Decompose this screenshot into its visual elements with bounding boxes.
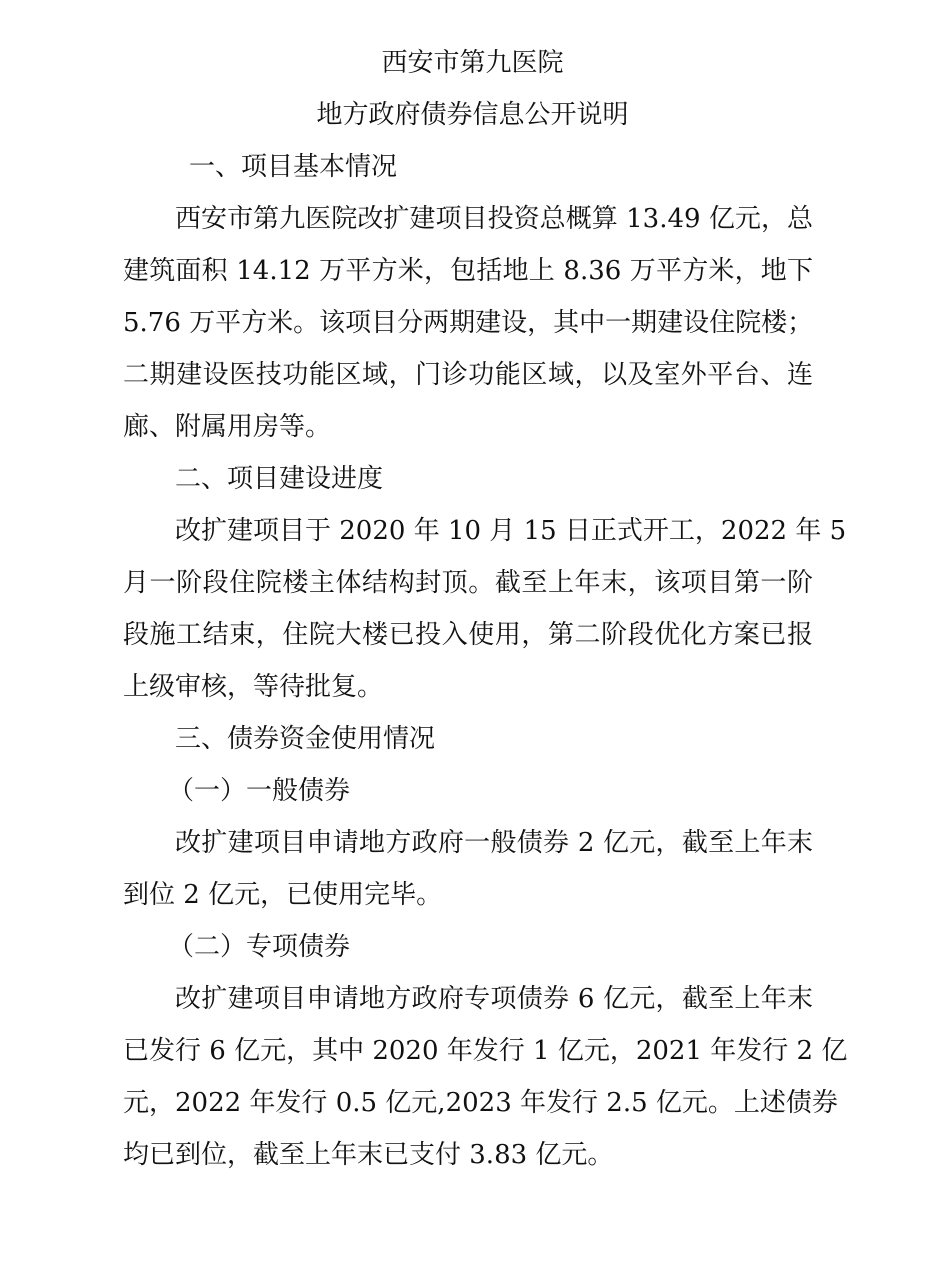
special-bond-line-2: 已发行 6 亿元，其中 2020 年发行 1 亿元，2021 年发行 2 亿 (123, 1036, 848, 1066)
special-bond-heading: （二）专项债券 (168, 932, 351, 962)
section1-line-3: 5.76 万平方米。该项目分两期建设，其中一期建设住院楼； (123, 308, 814, 338)
section2-line-2: 月一阶段住院楼主体结构封顶。截至上年末，该项目第一阶 (123, 568, 813, 598)
section2-line-3: 段施工结束，住院大楼已投入使用，第二阶段优化方案已报 (123, 620, 813, 650)
section1-line-2: 建筑面积 14.12 万平方米，包括地上 8.36 万平方米，地下 (123, 256, 813, 286)
document-title: 西安市第九医院 (381, 48, 564, 78)
general-bond-heading: （一）一般债券 (168, 776, 351, 806)
special-bond-line-3: 元，2022 年发行 0.5 亿元,2023 年发行 2.5 亿元。上述债券 (123, 1088, 838, 1118)
special-bond-line-4: 均已到位，截至上年末已支付 3.83 亿元。 (123, 1140, 614, 1170)
section3-heading: 三、债券资金使用情况 (175, 724, 436, 754)
special-bond-line-1: 改扩建项目申请地方政府专项债券 6 亿元，截至上年末 (175, 984, 813, 1014)
document-subtitle: 地方政府债券信息公开说明 (316, 100, 629, 130)
general-bond-line-1: 改扩建项目申请地方政府一般债券 2 亿元，截至上年末 (175, 828, 813, 858)
section2-line-4: 上级审核，等待批复。 (123, 672, 384, 702)
section1-line-4: 二期建设医技功能区域，门诊功能区域，以及室外平台、连 (123, 360, 813, 390)
section2-line-1: 改扩建项目于 2020 年 10 月 15 日正式开工，2022 年 5 (175, 516, 847, 546)
general-bond-line-2: 到位 2 亿元，已使用完毕。 (123, 880, 443, 910)
section1-line-1: 西安市第九医院改扩建项目投资总概算 13.49 亿元，总 (175, 204, 813, 234)
section2-heading: 二、项目建设进度 (175, 464, 384, 494)
section1-line-5: 廊、附属用房等。 (123, 412, 332, 442)
section1-heading: 一、项目基本情况 (189, 152, 398, 182)
